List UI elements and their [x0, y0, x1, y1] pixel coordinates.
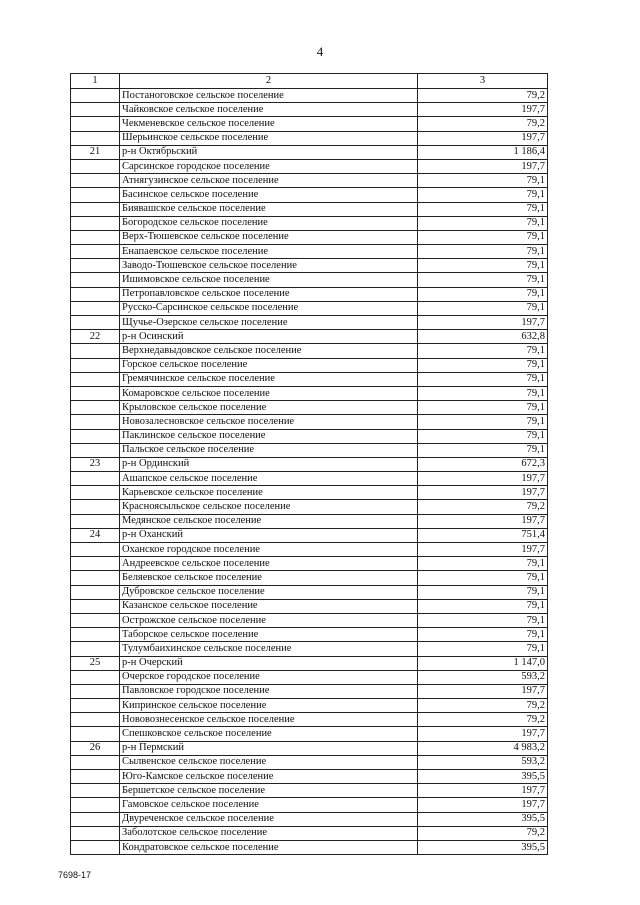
row-name-cell: Кипринское сельское поселение: [120, 699, 418, 713]
table-row: [71, 316, 548, 330]
table-row: [71, 798, 548, 812]
row-number-cell: [71, 174, 120, 188]
table-row: [71, 230, 548, 244]
row-number-cell: [71, 89, 120, 103]
table-row: [71, 514, 548, 528]
row-value-cell: 79,1: [418, 585, 548, 599]
row-value-cell: 79,1: [418, 174, 548, 188]
row-number-cell: [71, 259, 120, 273]
table-row: [71, 585, 548, 599]
row-name-cell: Чекменевское сельское поселение: [120, 117, 418, 131]
row-value-cell: 395,5: [418, 812, 548, 826]
row-number-cell: 21: [71, 145, 120, 159]
row-name-cell: р-н Осинский: [120, 330, 418, 344]
row-value-cell: 79,1: [418, 301, 548, 315]
row-value-cell: 79,1: [418, 642, 548, 656]
row-name-cell: Кондратовское сельское поселение: [120, 840, 418, 854]
row-number-cell: [71, 273, 120, 287]
row-value-cell: 79,1: [418, 415, 548, 429]
table-row: [71, 840, 548, 854]
row-value-cell: 197,7: [418, 159, 548, 173]
row-number-cell: [71, 103, 120, 117]
row-name-cell: р-н Оханский: [120, 528, 418, 542]
row-value-cell: 79,1: [418, 273, 548, 287]
row-number-cell: [71, 599, 120, 613]
row-value-cell: 79,1: [418, 287, 548, 301]
row-number-cell: [71, 472, 120, 486]
row-value-cell: 79,1: [418, 344, 548, 358]
row-number-cell: [71, 727, 120, 741]
row-name-cell: Очерское городское поселение: [120, 670, 418, 684]
row-value-cell: 79,2: [418, 699, 548, 713]
row-name-cell: Дубровское сельское поселение: [120, 585, 418, 599]
row-number-cell: [71, 713, 120, 727]
table-row: [71, 784, 548, 798]
table-row: [71, 727, 548, 741]
row-name-cell: Енапаевское сельское поселение: [120, 245, 418, 259]
row-value-cell: 197,7: [418, 798, 548, 812]
row-name-cell: Ишимовское сельское поселение: [120, 273, 418, 287]
row-name-cell: Шерьинское сельское поселение: [120, 131, 418, 145]
row-value-cell: 79,1: [418, 188, 548, 202]
table-row: [71, 713, 548, 727]
row-name-cell: Оханское городское поселение: [120, 543, 418, 557]
row-name-cell: Гремячинское сельское поселение: [120, 372, 418, 386]
row-name-cell: Крыловское сельское поселение: [120, 401, 418, 415]
table-row: [71, 684, 548, 698]
row-value-cell: 672,3: [418, 457, 548, 471]
row-number-cell: [71, 429, 120, 443]
row-number-cell: [71, 316, 120, 330]
row-number-cell: [71, 699, 120, 713]
row-name-cell: Басинское сельское поселение: [120, 188, 418, 202]
table-row: [71, 670, 548, 684]
row-value-cell: 632,8: [418, 330, 548, 344]
row-value-cell: 79,1: [418, 401, 548, 415]
row-name-cell: Таборское сельское поселение: [120, 628, 418, 642]
row-name-cell: Острожское сельское поселение: [120, 613, 418, 627]
table-row: [71, 741, 548, 755]
table-row: [71, 528, 548, 542]
row-number-cell: [71, 585, 120, 599]
row-value-cell: 4 983,2: [418, 741, 548, 755]
table-row: [71, 557, 548, 571]
row-value-cell: 79,1: [418, 216, 548, 230]
row-number-cell: [71, 245, 120, 259]
row-name-cell: р-н Ординский: [120, 457, 418, 471]
row-number-cell: [71, 216, 120, 230]
table-row: [71, 89, 548, 103]
row-name-cell: Пальское сельское поселение: [120, 443, 418, 457]
row-number-cell: [71, 670, 120, 684]
row-name-cell: Двуреченское сельское поселение: [120, 812, 418, 826]
table-row: [71, 543, 548, 557]
row-number-cell: [71, 386, 120, 400]
row-number-cell: [71, 613, 120, 627]
row-number-cell: [71, 784, 120, 798]
row-value-cell: 1 147,0: [418, 656, 548, 670]
table-row: [71, 372, 548, 386]
row-value-cell: 197,7: [418, 684, 548, 698]
row-name-cell: Атнягузинское сельское поселение: [120, 174, 418, 188]
row-number-cell: 22: [71, 330, 120, 344]
column-header-2: 2: [120, 74, 418, 89]
row-value-cell: 1 186,4: [418, 145, 548, 159]
table-row: [71, 571, 548, 585]
table-row: [71, 131, 548, 145]
row-value-cell: 79,2: [418, 826, 548, 840]
row-name-cell: Постаноговское сельское поселение: [120, 89, 418, 103]
row-name-cell: Юго-Камское сельское поселение: [120, 770, 418, 784]
row-name-cell: р-н Пермский: [120, 741, 418, 755]
table-row: [71, 301, 548, 315]
row-number-cell: 24: [71, 528, 120, 542]
row-value-cell: 79,2: [418, 713, 548, 727]
table-row: [71, 699, 548, 713]
row-value-cell: 79,1: [418, 443, 548, 457]
row-value-cell: 751,4: [418, 528, 548, 542]
row-value-cell: 593,2: [418, 755, 548, 769]
row-number-cell: [71, 543, 120, 557]
row-number-cell: [71, 443, 120, 457]
row-name-cell: Биявашское сельское поселение: [120, 202, 418, 216]
row-number-cell: 25: [71, 656, 120, 670]
table-row: [71, 500, 548, 514]
row-value-cell: 197,7: [418, 486, 548, 500]
row-number-cell: [71, 684, 120, 698]
row-name-cell: Заводо-Тюшевское сельское поселение: [120, 259, 418, 273]
row-name-cell: Русско-Сарсинское сельское поселение: [120, 301, 418, 315]
row-number-cell: [71, 571, 120, 585]
table-row: [71, 145, 548, 159]
row-name-cell: Тулумбаихинское сельское поселение: [120, 642, 418, 656]
table-row: [71, 443, 548, 457]
row-number-cell: [71, 798, 120, 812]
row-name-cell: р-н Октябрьский: [120, 145, 418, 159]
row-number-cell: [71, 202, 120, 216]
row-number-cell: [71, 500, 120, 514]
table-row: [71, 344, 548, 358]
row-name-cell: Щучье-Озерское сельское поселение: [120, 316, 418, 330]
row-number-cell: [71, 770, 120, 784]
row-value-cell: 79,2: [418, 117, 548, 131]
column-header-1: 1: [71, 74, 120, 89]
row-name-cell: Чайковское сельское поселение: [120, 103, 418, 117]
row-number-cell: [71, 557, 120, 571]
table-row: [71, 259, 548, 273]
row-name-cell: Верх-Тюшевское сельское поселение: [120, 230, 418, 244]
row-number-cell: [71, 755, 120, 769]
table-row: [71, 770, 548, 784]
row-value-cell: 593,2: [418, 670, 548, 684]
column-header-3: 3: [418, 74, 548, 89]
allocation-table: [70, 73, 548, 855]
row-value-cell: 197,7: [418, 131, 548, 145]
row-name-cell: Заболотское сельское поселение: [120, 826, 418, 840]
row-value-cell: 197,7: [418, 784, 548, 798]
row-number-cell: [71, 131, 120, 145]
table-row: [71, 117, 548, 131]
row-value-cell: 79,1: [418, 429, 548, 443]
row-value-cell: 79,1: [418, 571, 548, 585]
table-row: [71, 812, 548, 826]
row-name-cell: Гамовское сельское поселение: [120, 798, 418, 812]
row-value-cell: 79,1: [418, 386, 548, 400]
row-name-cell: Спешковское сельское поселение: [120, 727, 418, 741]
table-row: [71, 386, 548, 400]
row-value-cell: 79,2: [418, 500, 548, 514]
table-row: [71, 415, 548, 429]
row-name-cell: Беляевское сельское поселение: [120, 571, 418, 585]
row-name-cell: Казанское сельское поселение: [120, 599, 418, 613]
row-number-cell: [71, 812, 120, 826]
row-name-cell: Бершетское сельское поселение: [120, 784, 418, 798]
row-number-cell: 26: [71, 741, 120, 755]
table-row: [71, 486, 548, 500]
row-name-cell: Нововознесенское сельское поселение: [120, 713, 418, 727]
row-name-cell: Новозалесновское сельское поселение: [120, 415, 418, 429]
table-row: [71, 613, 548, 627]
row-name-cell: Богородское сельское поселение: [120, 216, 418, 230]
table-row: [71, 628, 548, 642]
row-number-cell: [71, 287, 120, 301]
row-value-cell: 79,1: [418, 372, 548, 386]
row-value-cell: 79,1: [418, 259, 548, 273]
row-number-cell: [71, 514, 120, 528]
table-row: [71, 159, 548, 173]
table-row: [71, 472, 548, 486]
row-value-cell: 395,5: [418, 840, 548, 854]
table-row: [71, 245, 548, 259]
table-row: [71, 287, 548, 301]
table-row: [71, 599, 548, 613]
row-number-cell: [71, 401, 120, 415]
row-name-cell: Андреевское сельское поселение: [120, 557, 418, 571]
row-name-cell: Комаровское сельское поселение: [120, 386, 418, 400]
table-row: [71, 188, 548, 202]
row-value-cell: 197,7: [418, 543, 548, 557]
row-name-cell: Медянское сельское поселение: [120, 514, 418, 528]
row-value-cell: 79,1: [418, 557, 548, 571]
row-value-cell: 79,1: [418, 202, 548, 216]
row-name-cell: Верхнедавыдовское сельское поселение: [120, 344, 418, 358]
row-name-cell: Паклинское сельское поселение: [120, 429, 418, 443]
row-number-cell: [71, 486, 120, 500]
table-row: [71, 457, 548, 471]
row-number-cell: [71, 230, 120, 244]
table-header-row: [71, 74, 548, 89]
row-number-cell: 23: [71, 457, 120, 471]
row-value-cell: 197,7: [418, 103, 548, 117]
row-value-cell: 79,1: [418, 358, 548, 372]
table-row: [71, 216, 548, 230]
row-number-cell: [71, 372, 120, 386]
table-row: [71, 202, 548, 216]
row-value-cell: 79,1: [418, 613, 548, 627]
row-number-cell: [71, 344, 120, 358]
row-name-cell: Павловское городское поселение: [120, 684, 418, 698]
page-number: 4: [316, 44, 324, 59]
row-value-cell: 197,7: [418, 472, 548, 486]
table-row: [71, 103, 548, 117]
row-number-cell: [71, 117, 120, 131]
row-number-cell: [71, 301, 120, 315]
row-name-cell: Карьевское сельское поселение: [120, 486, 418, 500]
row-number-cell: [71, 159, 120, 173]
row-value-cell: 79,1: [418, 628, 548, 642]
row-name-cell: р-н Очерский: [120, 656, 418, 670]
row-value-cell: 79,1: [418, 245, 548, 259]
row-name-cell: Петропавловское сельское поселение: [120, 287, 418, 301]
row-value-cell: 197,7: [418, 316, 548, 330]
table-row: [71, 401, 548, 415]
row-number-cell: [71, 358, 120, 372]
row-number-cell: [71, 840, 120, 854]
table-row: [71, 429, 548, 443]
row-value-cell: 79,2: [418, 89, 548, 103]
row-value-cell: 79,1: [418, 230, 548, 244]
row-number-cell: [71, 628, 120, 642]
row-number-cell: [71, 188, 120, 202]
row-value-cell: 197,7: [418, 514, 548, 528]
row-name-cell: Сарсинское городское поселение: [120, 159, 418, 173]
row-name-cell: Красноясыльское сельское поселение: [120, 500, 418, 514]
row-name-cell: Горское сельское поселение: [120, 358, 418, 372]
footer-document-code: 7698-17: [58, 870, 92, 880]
table-row: [71, 642, 548, 656]
table-body: [71, 89, 548, 855]
table-row: [71, 826, 548, 840]
table-row: [71, 273, 548, 287]
row-number-cell: [71, 826, 120, 840]
table-row: [71, 174, 548, 188]
table-row: [71, 656, 548, 670]
table-row: [71, 330, 548, 344]
row-name-cell: Сылвенское сельское поселение: [120, 755, 418, 769]
row-value-cell: 197,7: [418, 727, 548, 741]
row-value-cell: 79,1: [418, 599, 548, 613]
table-row: [71, 755, 548, 769]
row-value-cell: 395,5: [418, 770, 548, 784]
table-row: [71, 358, 548, 372]
row-number-cell: [71, 415, 120, 429]
row-number-cell: [71, 642, 120, 656]
row-name-cell: Ашапское сельское поселение: [120, 472, 418, 486]
